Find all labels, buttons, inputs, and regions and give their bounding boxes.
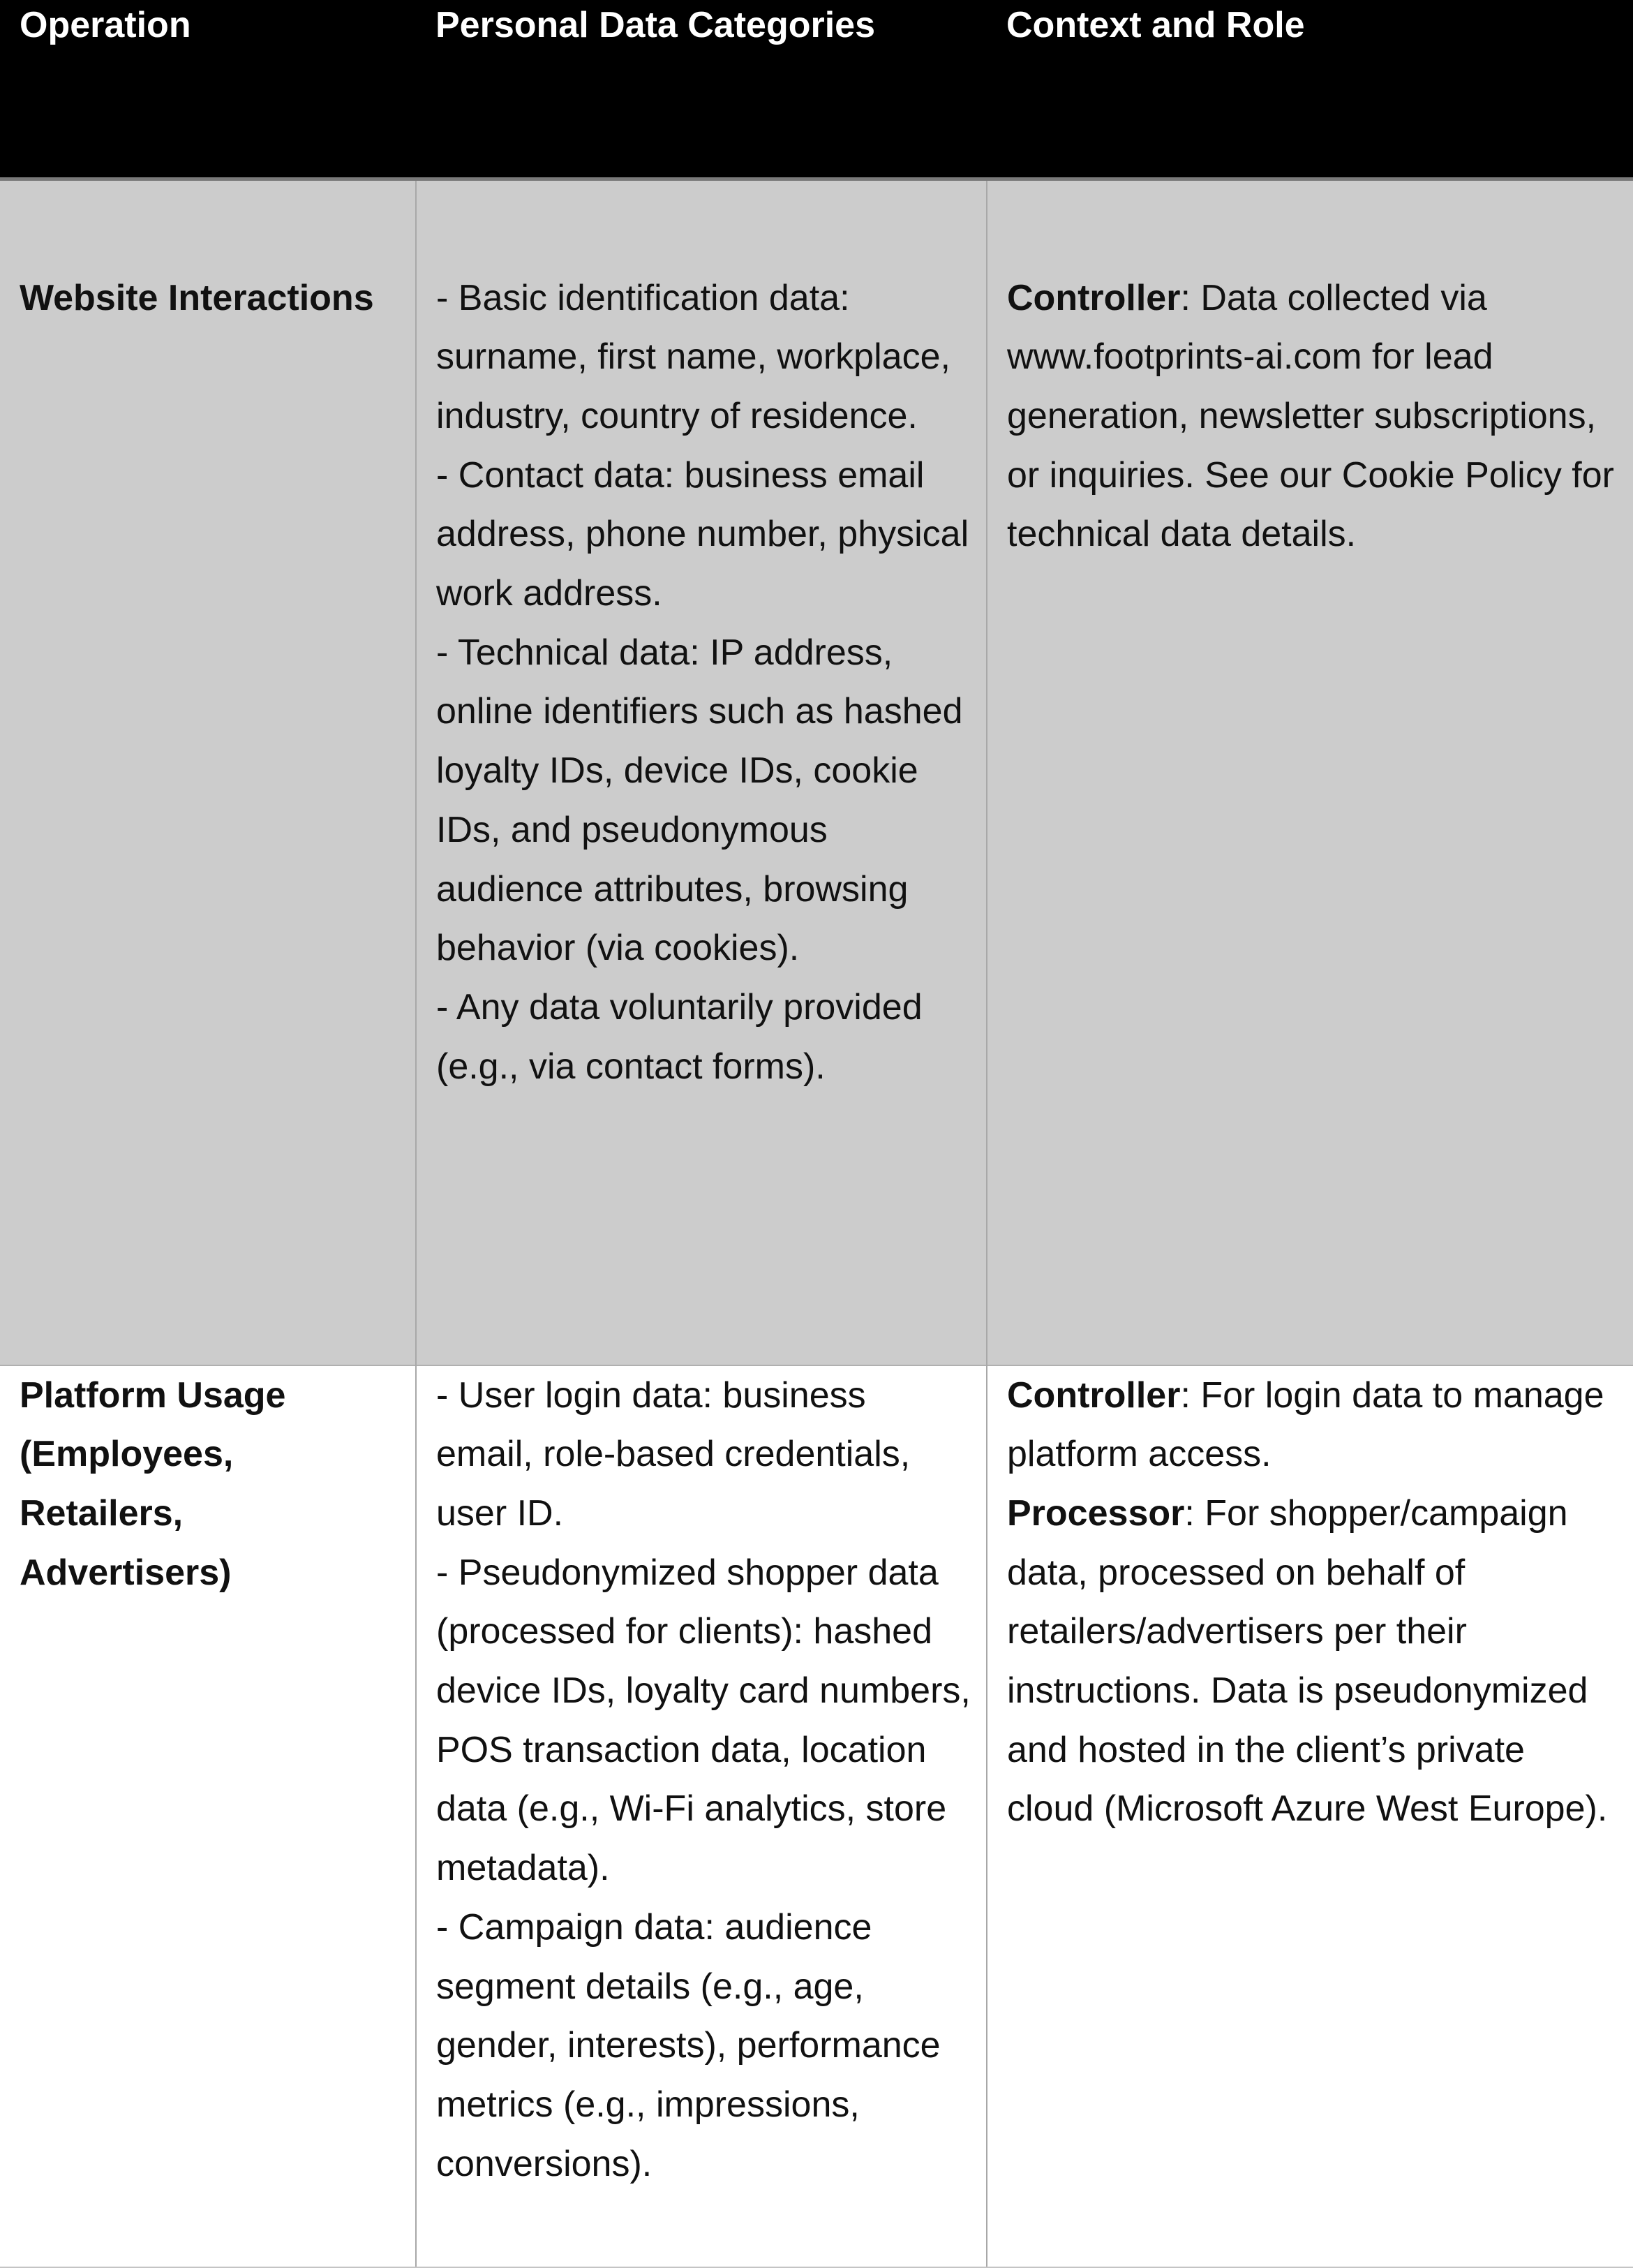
role-description: : For login data to manage platform access. <box>1007 1374 1604 1475</box>
role-label: Processor <box>1007 1492 1185 1534</box>
context-cell <box>987 1365 1633 2267</box>
category-item: - Pseudonymized shopper data (processed for clients): hashed device IDs, loyalty card numbers, POS transaction data, location data (e.g., Wi-Fi analytics, store metadata). <box>436 1552 971 1889</box>
table-header <box>0 0 1633 179</box>
header-row <box>0 0 1633 89</box>
category-item: - Any data voluntarily provided (e.g., via contact forms). <box>436 986 923 1087</box>
category-item: - Technical data: IP address, online identifiers such as hashed loyalty IDs, device IDs, cookie IDs, and pseudonymous audience attributes, browsing behavior (via cookies). <box>436 632 963 969</box>
operation-cell: Website Interactions <box>0 179 416 1365</box>
categories-cell <box>416 179 987 1365</box>
categories-cell <box>416 1365 987 2267</box>
role-description: : Data collected via www.footprints-ai.com for lead generation, newsletter subscriptions, or inquiries. See our Cookie Policy for technical data details. <box>1007 277 1614 555</box>
table-row <box>0 1365 1633 2267</box>
table-row <box>0 179 1633 1365</box>
table-body <box>0 179 1633 2267</box>
context-item <box>1007 1484 1618 1839</box>
role-label: Controller <box>1007 1374 1181 1416</box>
context-item <box>1007 269 1618 565</box>
role-label: Controller <box>1007 277 1181 318</box>
header-rule <box>0 89 1633 179</box>
context-item <box>1007 1366 1618 1484</box>
operation-cell: Platform Usage (Employees, Retailers, Advertisers) <box>0 1365 416 2267</box>
category-item: - Campaign data: audience segment details (e.g., age, gender, interests), performance metrics (e.g., impressions, conversions). <box>436 1906 941 2184</box>
header-operation: Operation <box>20 5 191 45</box>
header-personal-data-categories: Personal Data Categories <box>435 5 876 45</box>
category-item: - Basic identification data: surname, first name, workplace, industry, country of residence. <box>436 277 950 436</box>
header-context-and-role: Context and Role <box>1006 5 1305 45</box>
role-description: : For shopper/campaign data, processed on behalf of retailers/advertisers per their instructions. Data is pseudonymized and hosted in the client’s private cloud (Microsoft Azure West Europe). <box>1007 1492 1608 1830</box>
category-item: - Contact data: business email address, phone number, physical work address. <box>436 454 969 614</box>
category-item: - User login data: business email, role-based credentials, user ID. <box>436 1374 911 1534</box>
context-cell <box>987 179 1633 1365</box>
